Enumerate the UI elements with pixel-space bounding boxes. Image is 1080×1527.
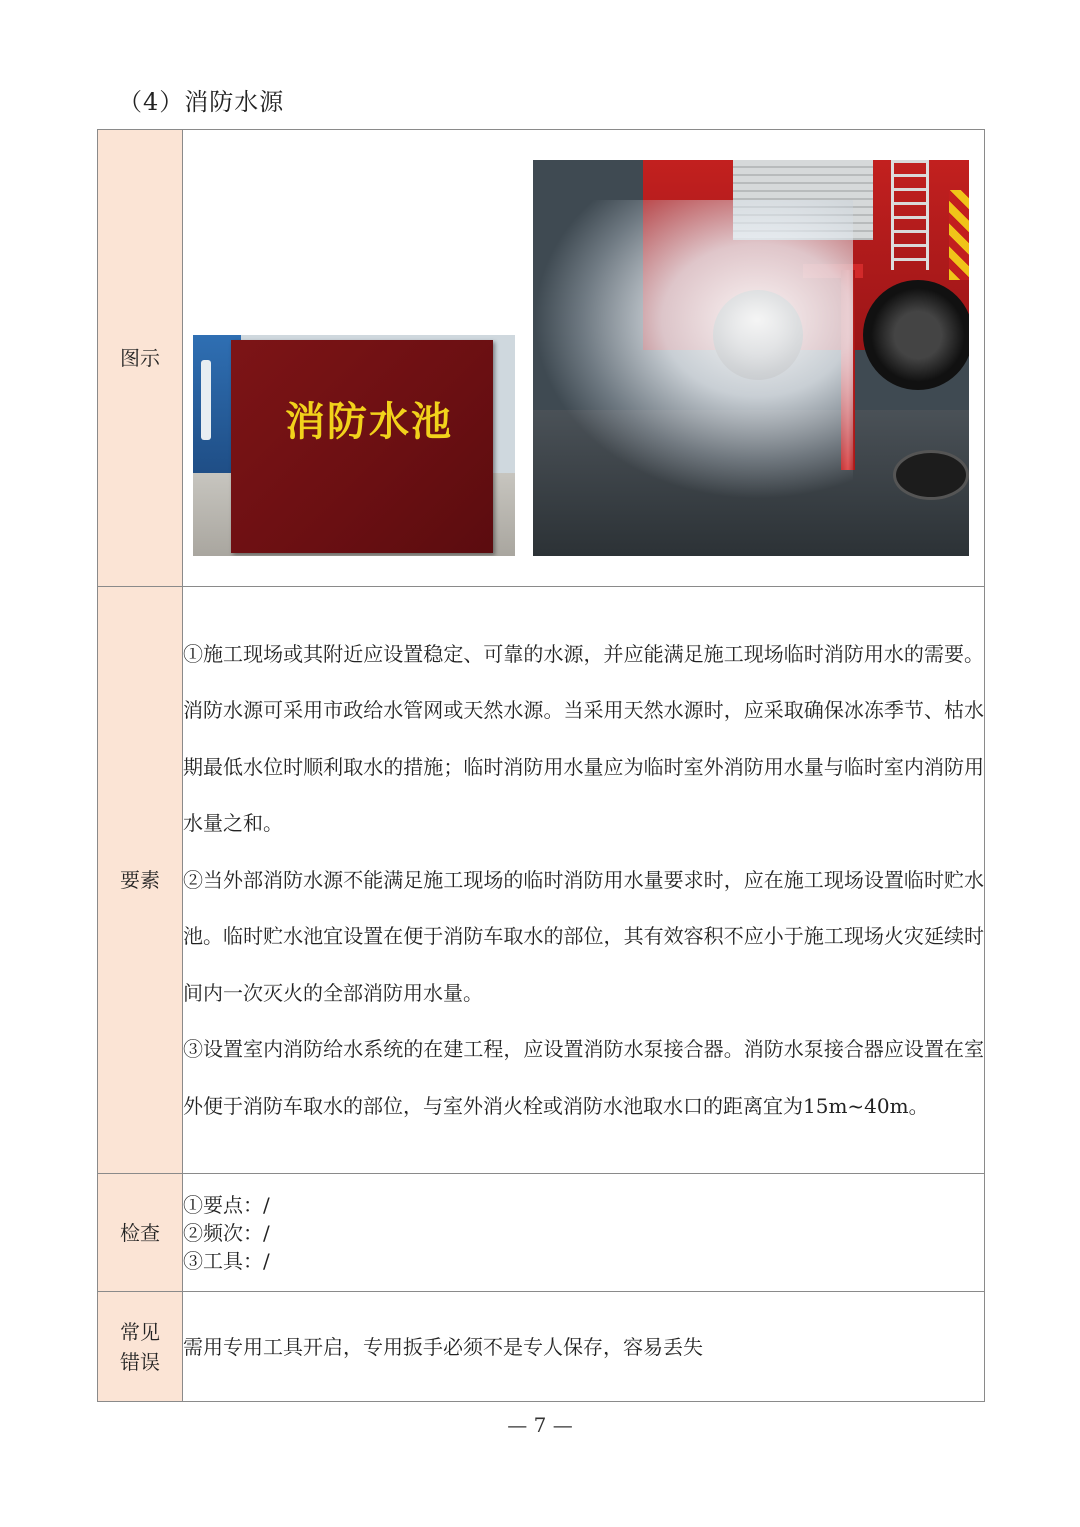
common-errors-label-line2: 错误 [120,1349,160,1374]
requirement-paragraph-2: ②当外部消防水源不能满足施工现场的临时消防用水量要求时，应在施工现场设置临时贮水池。临时贮水池宜设置在便于消防车取水的部位，其有效容积不应小于施工现场火灾延续时间内一次灭火的全部消防用水量。 [183,867,984,1005]
page-number: — 7 — [507,1413,573,1437]
fire-truck-hydrant-photo [533,160,969,556]
inspection-label: 检查 [98,1174,183,1292]
common-errors-text: 需用专用工具开启，专用扳手必须不是专人保存，容易丢失 [183,1334,703,1359]
common-errors-row [98,1292,985,1402]
fire-pool-sign-photo [193,335,515,556]
figure-cell [183,130,985,587]
info-table [97,129,985,1402]
inspection-item-key-points: ①要点：/ [183,1192,270,1217]
common-errors-label [98,1292,183,1402]
requirements-cell [183,587,985,1174]
inspection-item-tools: ③工具：/ [183,1248,270,1273]
requirements-label: 要素 [98,587,183,1174]
requirement-paragraph-3: ③设置室内消防给水系统的在建工程，应设置消防水泵接合器。消防水泵接合器应设置在室外便于消防车取水的部位，与室外消火栓或消防水池取水口的距离宜为15m~40m。 [183,1037,984,1118]
common-errors-cell [183,1292,985,1402]
section-title: （4）消防水源 [118,88,285,116]
inspection-cell [183,1174,985,1292]
requirement-paragraph-1: ①施工现场或其附近应设置稳定、可靠的水源，并应能满足施工现场临时消防用水的需要。消防水源可采用市政给水管网或天然水源。当采用天然水源时，应采取确保冰冻季节、枯水期最低水位时顺利取水的措施；临时消防用水量应为临时室外消防用水量与临时室内消防用水量之和。 [183,641,984,836]
figure-row [98,130,985,587]
inspection-row [98,1174,985,1292]
requirements-row [98,587,985,1174]
common-errors-label-line1: 常见 [120,1319,160,1344]
inspection-item-frequency: ②频次：/ [183,1220,270,1245]
pool-sign-text: 消防水池 [285,399,453,445]
figure-label: 图示 [98,130,183,587]
